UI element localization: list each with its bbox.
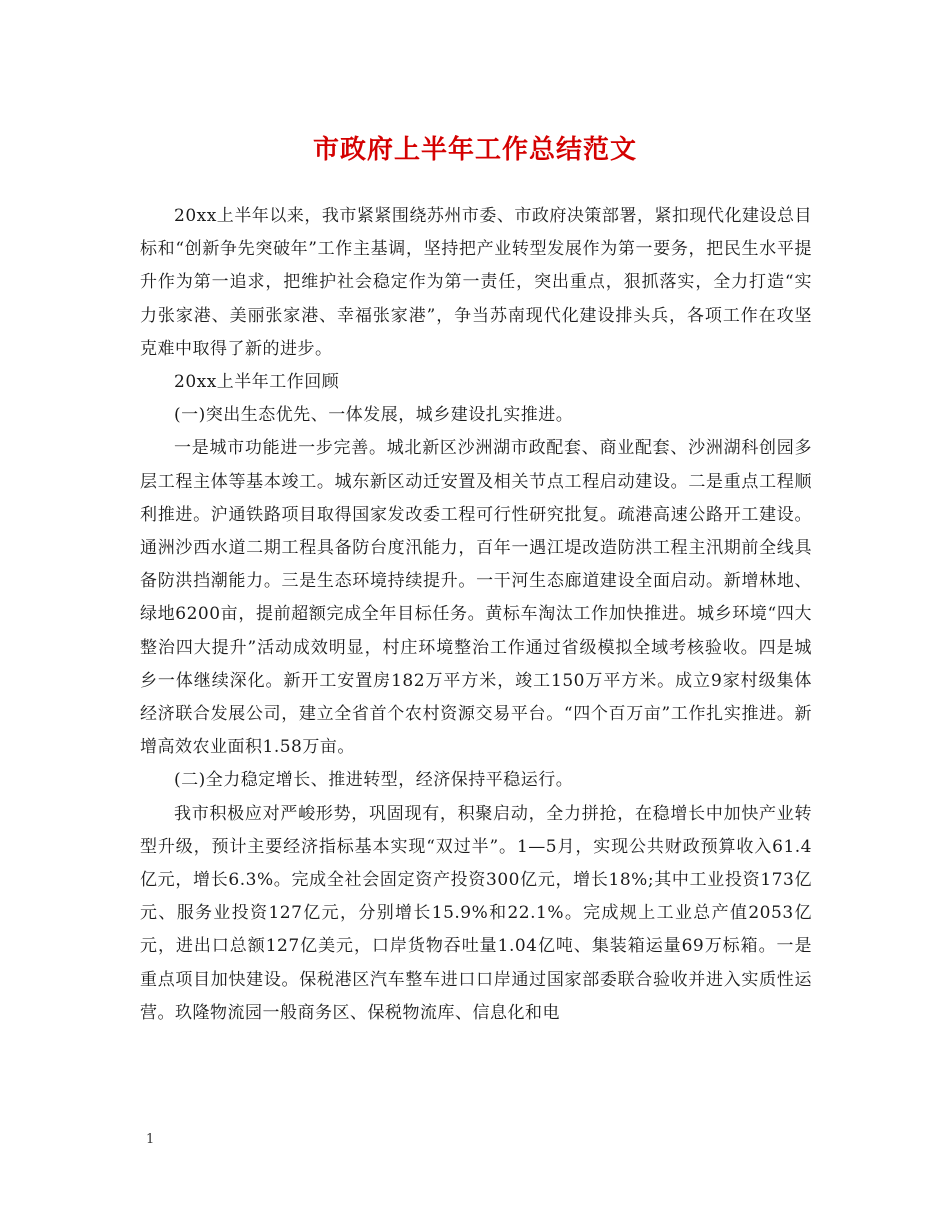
document-body — [140, 200, 812, 1030]
paragraph-review-heading: 20xx上半年工作回顾 — [174, 372, 340, 393]
page-number: 1 — [146, 1132, 155, 1147]
paragraph-section-one-heading: (一)突出生态优先、一体发展，城乡建设扎实推进。 — [174, 405, 574, 426]
paragraph-section-two-heading: (二)全力稳定增长、推进转型，经济保持平稳运行。 — [174, 770, 574, 791]
document-title: 市政府上半年工作总结范文 — [312, 135, 637, 165]
paragraph-intro: 20xx上半年以来，我市紧紧围绕苏州市委、市政府决策部署，紧扣现代化建设总目标和“创新争先突破年”工作主基调，坚持把产业转型发展作为第一要务，把民生水平提升作为第一追求，把维护社会稳定作为第一责任，突出重点，狠抓落实，全力打造“实力张家港、美丽张家港、幸福张家港”，争当苏南现代化建设排头兵，各项工作在攻坚克难中取得了新的进步。 — [140, 206, 812, 359]
paragraph-section-one-body: 一是城市功能进一步完善。城北新区沙洲湖市政配套、商业配套、沙洲湖科创园多层工程主体等基本竣工。城东新区动迁安置及相关节点工程启动建设。二是重点工程顺利推进。沪通铁路项目取得国家发改委工程可行性研究批复。疏港高速公路开工建设。通洲沙西水道二期工程具备防台度汛能力，百年一遇江堤改造防洪工程主汛期前全线具备防洪挡潮能力。三是生态环境持续提升。一干河生态廊道建设全面启动。新增林地、绿地6200亩，提前超额完成全年目标任务。黄标车淘汰工作加快推进。城乡环境“四大整治四大提升”活动成效明显，村庄环境整治工作通过省级模拟全域考核验收。四是城乡一体继续深化。新开工安置房182万平方米，竣工150万平方米。成立9家村级集体经济联合发展公司，建立全省首个农村资源交易平台。“四个百万亩”工作扎实推进。新增高效农业面积1.58万亩。 — [140, 438, 812, 758]
paragraph-section-two-body: 我市积极应对严峻形势，巩固现有，积聚启动，全力拼抢，在稳增长中加快产业转型升级，预计主要经济指标基本实现“双过半”。1—5月，实现公共财政预算收入61.4亿元，增长6.3%。完成全社会固定资产投资300亿元，增长18%;其中工业投资173亿元、服务业投资127亿元，分别增长15.9%和22.1%。完成规上工业总产值2053亿元，进出口总额127亿美元，口岸货物吞吐量1.04亿吨、集装箱运量69万标箱。一是重点项目加快建设。保税港区汽车整车进口口岸通过国家部委联合验收并进入实质性运营。玖隆物流园一般商务区、保税物流库、信息化和电 — [140, 803, 812, 1023]
